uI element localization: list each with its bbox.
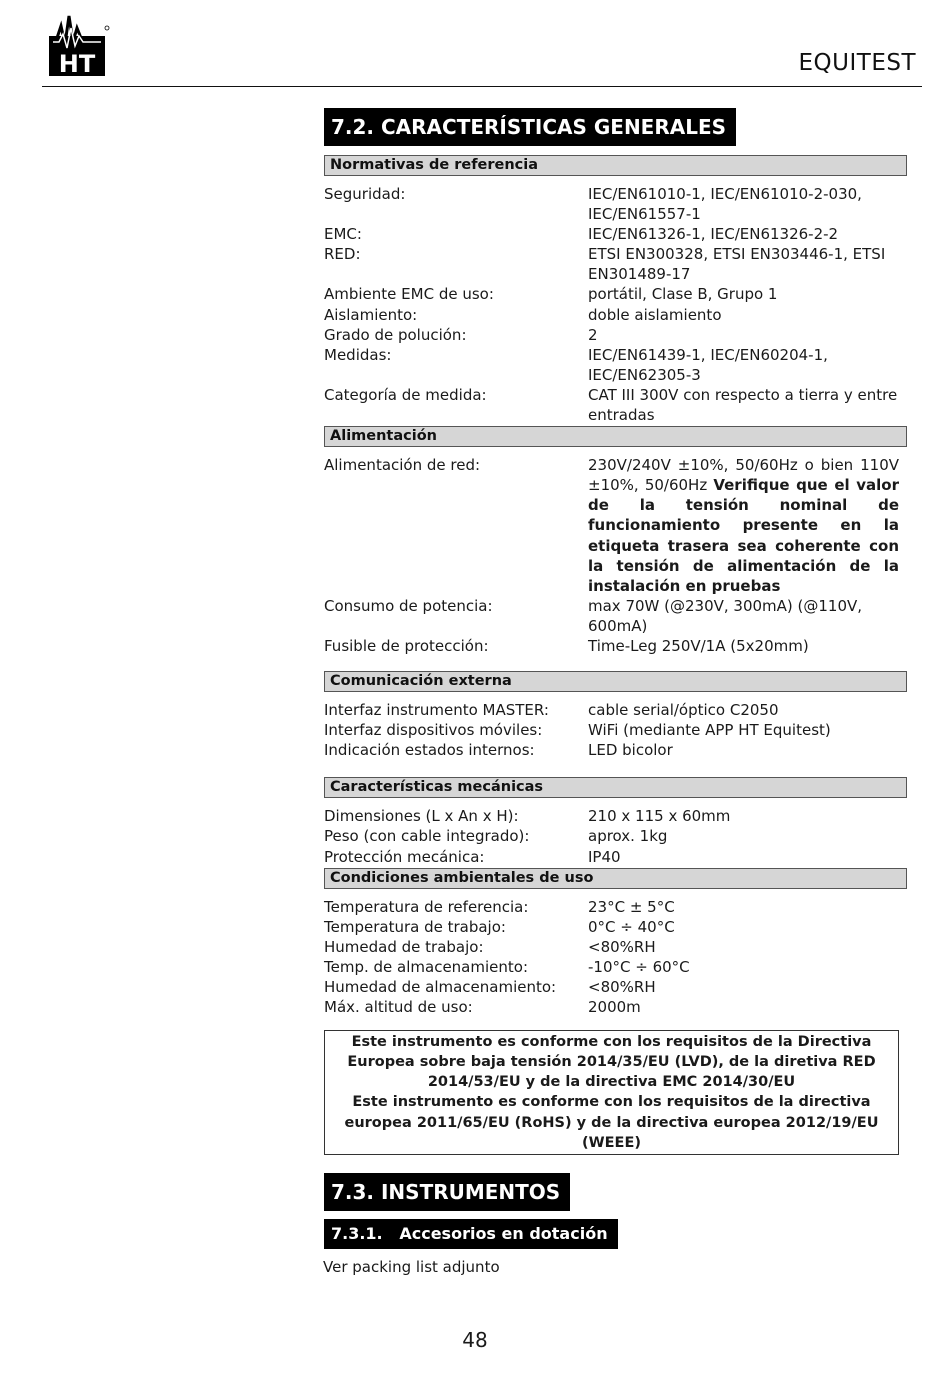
- spec-label: Grado de polución:: [324, 325, 467, 344]
- spec-label: EMC:: [324, 225, 362, 244]
- spec-table-comunicacion: [324, 700, 899, 760]
- spec-label: Temperatura de trabajo:: [324, 917, 506, 936]
- spec-value: CAT III 300V con respecto a tierra y entre entradas: [588, 385, 898, 425]
- subsection-body-text: Ver packing list adjunto: [323, 1257, 500, 1276]
- spec-label: Humedad de almacenamiento:: [324, 978, 557, 996]
- ht-logo-icon: [47, 8, 111, 78]
- spec-label: Alimentación de red:: [324, 456, 481, 475]
- spec-value: [588, 455, 899, 596]
- spec-value: IEC/EN61326-1, IEC/EN61326-2-2: [588, 225, 839, 244]
- spec-label: Protección mecánica:: [324, 847, 485, 866]
- group-header-condiciones: Condiciones ambientales de uso: [324, 868, 907, 889]
- spec-row: [324, 596, 899, 636]
- spec-value: ETSI EN300328, ETSI EN303446-1, ETSI EN301489-17: [588, 245, 886, 284]
- spec-row: [324, 455, 899, 596]
- spec-label: Temperatura de referencia:: [324, 897, 529, 916]
- spec-value: 23°C ± 5°C: [588, 897, 675, 916]
- spec-value: 210 x 115 x 60mm: [588, 807, 731, 826]
- ht-logo: [47, 8, 111, 78]
- group-header-comunicacion: Comunicación externa: [324, 671, 907, 692]
- spec-label: Categoría de medida:: [324, 385, 487, 404]
- spec-row: [324, 184, 899, 224]
- header-divider: [42, 86, 922, 87]
- spec-row: [324, 345, 899, 385]
- spec-value: -10°C ÷ 60°C: [588, 957, 690, 976]
- spec-value: Time-Leg 250V/1A (5x20mm): [588, 636, 809, 655]
- spec-value: LED bicolor: [588, 741, 673, 760]
- brand-name: EQUITEST: [798, 50, 916, 76]
- subsection-title-7-3-1: 7.3.1. Accesorios en dotación: [324, 1219, 618, 1249]
- spec-row: [324, 957, 899, 977]
- group-header-alimentacion: Alimentación: [324, 426, 907, 447]
- spec-row: [324, 997, 899, 1017]
- spec-row: [324, 847, 899, 867]
- spec-label: Dimensiones (L x An x H):: [324, 807, 519, 826]
- spec-row: [324, 244, 899, 284]
- spec-table-normativas: [324, 184, 899, 425]
- spec-row: [324, 385, 899, 425]
- spec-row: [324, 224, 899, 244]
- section-title-7-2: 7.2. CARACTERÍSTICAS GENERALES: [324, 108, 736, 146]
- page-number: 48: [462, 1328, 488, 1352]
- spec-row: [324, 937, 899, 957]
- spec-value: doble aislamiento: [588, 305, 722, 324]
- spec-label: Interfaz dispositivos móviles:: [324, 721, 543, 740]
- spec-label: Ambiente EMC de uso:: [324, 285, 494, 304]
- spec-label: Indicación estados internos:: [324, 741, 535, 760]
- spec-row: [324, 284, 899, 304]
- spec-row: [324, 917, 899, 937]
- spec-value: max 70W (@230V, 300mA) (@110V, 600mA): [588, 596, 863, 635]
- spec-row: [324, 897, 899, 917]
- spec-value: IEC/EN61010-1, IEC/EN61010-2-030, IEC/EN61557-1: [588, 185, 862, 224]
- spec-value: IEC/EN61439-1, IEC/EN60204-1, IEC/EN62305-3: [588, 345, 828, 384]
- logo-text: HT: [58, 50, 96, 78]
- spec-row: [324, 700, 899, 720]
- spec-label: Consumo de potencia:: [324, 596, 493, 615]
- spec-label: Seguridad:: [324, 185, 406, 203]
- conformity-notice-rohs: Este instrumento es conforme con los requisitos de la directiva europea 2011/65/EU (RoHS) y de la directiva europea 2012/19/EU (WEEE): [344, 1094, 879, 1151]
- spec-value: aprox. 1kg: [588, 827, 668, 846]
- spec-label: RED:: [324, 245, 361, 264]
- spec-label: Máx. altitud de uso:: [324, 998, 473, 1017]
- spec-row: [324, 720, 899, 740]
- spec-value: 0°C ÷ 40°C: [588, 917, 675, 936]
- spec-label: Interfaz instrumento MASTER:: [324, 701, 549, 720]
- spec-table-condiciones: [324, 897, 899, 1018]
- spec-row: [324, 806, 899, 826]
- page-content: [324, 108, 907, 1277]
- spec-row: [324, 636, 899, 656]
- spec-value: 2: [588, 325, 598, 344]
- spec-table-alimentacion: [324, 455, 899, 656]
- group-header-normativas: Normativas de referencia: [324, 155, 907, 176]
- spec-value: <80%RH: [588, 978, 656, 996]
- spec-row: [324, 740, 899, 760]
- voltage-warning-note: Verifique que el valor de la tensión nominal de funcionamiento presente en la etiqueta trasera sea coherente con la tensión de alimentación de la instalación en pruebas: [588, 476, 899, 595]
- spec-row: [324, 325, 899, 345]
- conformity-notice-box: [324, 1030, 899, 1155]
- spec-label: Medidas:: [324, 345, 392, 364]
- spec-label: Humedad de trabajo:: [324, 937, 484, 956]
- spec-value: cable serial/óptico C2050: [588, 701, 779, 720]
- spec-label: Temp. de almacenamiento:: [324, 957, 528, 976]
- spec-row: [324, 305, 899, 325]
- spec-value: portátil, Clase B, Grupo 1: [588, 285, 778, 304]
- spec-row: [324, 977, 899, 997]
- spec-value: 2000m: [588, 998, 641, 1017]
- section-title-7-3: 7.3. INSTRUMENTOS: [324, 1173, 570, 1211]
- spec-table-mecanicas: [324, 806, 899, 866]
- spec-label: Aislamiento:: [324, 305, 418, 324]
- spec-label: Fusible de protección:: [324, 636, 489, 655]
- conformity-notice-lvd: Este instrumento es conforme con los requisitos de la Directiva Europea sobre baja tensión 2014/35/EU (LVD), de la diretiva RED 2014/53/EU y de la directiva EMC 2014/30/EU: [347, 1034, 876, 1091]
- spec-value: IP40: [588, 847, 621, 866]
- spec-row: [324, 826, 899, 846]
- spec-label: Peso (con cable integrado):: [324, 827, 530, 846]
- group-header-mecanicas: Características mecánicas: [324, 777, 907, 798]
- spec-value-text: 230V/240V ±10%, 50/60Hz o bien 110V ±10%, 50/60Hz: [588, 456, 899, 495]
- spec-value: <80%RH: [588, 937, 656, 956]
- spec-value: WiFi (mediante APP HT Equitest): [588, 721, 831, 740]
